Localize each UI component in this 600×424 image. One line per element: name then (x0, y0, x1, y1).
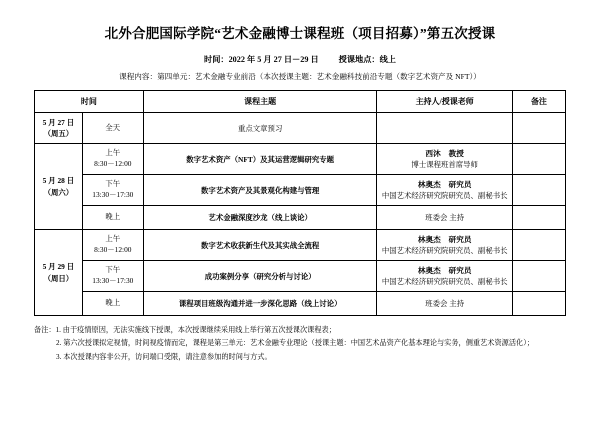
table-row (35, 261, 566, 292)
day-cell (35, 230, 83, 316)
slot-period: 全天 (105, 122, 121, 132)
host-name: 林奥杰 研究员 (417, 234, 472, 244)
table-row (35, 292, 566, 316)
host-cell (377, 113, 512, 144)
host-cell (377, 175, 512, 206)
remark-cell (512, 230, 565, 261)
header-remark: 备注 (512, 91, 565, 113)
host-cell: 班委会 主持 (377, 206, 512, 230)
table-row (35, 175, 566, 206)
table-row (35, 144, 566, 175)
table-row (35, 113, 566, 144)
host-cell (377, 144, 512, 175)
slot-cell (82, 261, 143, 292)
host-org: 博士课程班首席导师 (411, 160, 478, 170)
slot-period: 上午 (105, 148, 121, 158)
slot-period: 下午 (105, 179, 121, 189)
remark-cell (512, 175, 565, 206)
time-value: 2022 年 5 月 27 日－29 日 (228, 55, 319, 64)
header-time: 时间 (35, 91, 144, 113)
host-org: 中国艺术经济研究院研究员、副秘书长 (381, 277, 508, 287)
note-item-1: 1. 由于疫情原因，无法实施线下授课，本次授课继续采用线上举行第五次授课次课程表； (55, 326, 336, 334)
slot-hours: 8:30－12:00 (94, 245, 132, 254)
slot-cell (82, 113, 143, 144)
host-title: 研究员 (448, 234, 472, 244)
day-weekday: （周五） (43, 129, 74, 138)
table-row (35, 230, 566, 261)
notes-label: 备注： (34, 326, 56, 334)
remark-cell (512, 113, 565, 144)
content-label: 课程内容： (119, 72, 158, 81)
table-row (35, 206, 566, 230)
day-date: 5 月 29 日 (42, 262, 75, 272)
table-header-row (35, 91, 566, 113)
topic-cell: 数字艺术资产及其景观化构建与管理 (143, 175, 377, 206)
notes-line (34, 324, 566, 337)
host-org: 中国艺术经济研究院研究员、副秘书长 (381, 191, 508, 201)
content-value: 第四单元：艺术金融专业前沿（本次授课主题：艺术金融科技前沿专题（数字艺术资产及 NFT）） (157, 72, 481, 81)
day-date: 5 月 27 日 (42, 117, 75, 127)
host-name: 林奥杰 研究员 (417, 265, 472, 275)
meta-content (34, 71, 566, 82)
topic-cell: 艺术金融深度沙龙（线上谈论） (143, 206, 377, 230)
day-cell (35, 113, 83, 144)
slot-cell (82, 206, 143, 230)
host-title: 研究员 (448, 179, 472, 189)
slot-hours: 8:30－12:00 (94, 159, 132, 168)
host-title: 研究员 (448, 265, 472, 275)
meta-time-place (34, 54, 566, 65)
host-cell (377, 261, 512, 292)
day-date: 5 月 28 日 (42, 176, 75, 186)
host-cell: 班委会 主持 (377, 292, 512, 316)
topic-cell: 成功案例分享（研究分析与讨论） (143, 261, 377, 292)
remark-cell (512, 292, 565, 316)
slot-period: 上午 (105, 234, 121, 244)
slot-cell (82, 230, 143, 261)
topic-cell: 数字艺术收获新生代及其实战全流程 (143, 230, 377, 261)
schedule-table (34, 90, 566, 316)
host-name: 林奥杰 研究员 (417, 179, 472, 189)
header-topic: 课程主题 (143, 91, 377, 113)
slot-cell (82, 175, 143, 206)
day-weekday: （周日） (43, 273, 74, 283)
host-name: 西沐 教授 (425, 148, 464, 158)
place-label: 授课地点： (338, 55, 380, 64)
time-label: 时间： (204, 55, 229, 64)
topic-cell: 数字艺术资产（NFT）及其运营逻辑研究专题 (143, 144, 377, 175)
slot-hours: 13:30－17:30 (92, 190, 134, 199)
remark-cell (512, 144, 565, 175)
topic-cell: 重点文章预习 (143, 113, 377, 144)
slot-period: 晚上 (105, 212, 121, 222)
slot-period: 晚上 (105, 298, 121, 308)
day-cell (35, 144, 83, 230)
topic-cell: 课程项目班级沟通并进一步深化思路（线上讨论） (143, 292, 377, 316)
slot-cell (82, 144, 143, 175)
day-weekday: （周六） (43, 187, 74, 197)
place-value: 线上 (379, 55, 396, 64)
page-title: 北外合肥国际学院“艺术金融博士课程班（项目招募）”第五次授课 (104, 26, 496, 41)
slot-cell (82, 292, 143, 316)
remark-cell (512, 206, 565, 230)
notes-section (34, 324, 566, 364)
host-title: 教授 (448, 148, 464, 158)
slot-period: 下午 (105, 265, 121, 275)
header-host: 主持人/授课老师 (377, 91, 512, 113)
slot-hours: 13:30－17:30 (92, 276, 134, 285)
host-cell (377, 230, 512, 261)
remark-cell (512, 261, 565, 292)
host-org: 中国艺术经济研究院研究员、副秘书长 (381, 246, 508, 256)
note-item-2: 2. 第六次授课拟定视情，时间视疫情而定，课程是第三单元：艺术金融专业理论（授课主题：中国艺术品资产化基本理论与实务，侧重艺术资源活化）； (56, 339, 534, 348)
note-item-3: 3. 本次授课内容非公开，访问端口受限，请注意参加的时间与方式。 (56, 352, 272, 361)
